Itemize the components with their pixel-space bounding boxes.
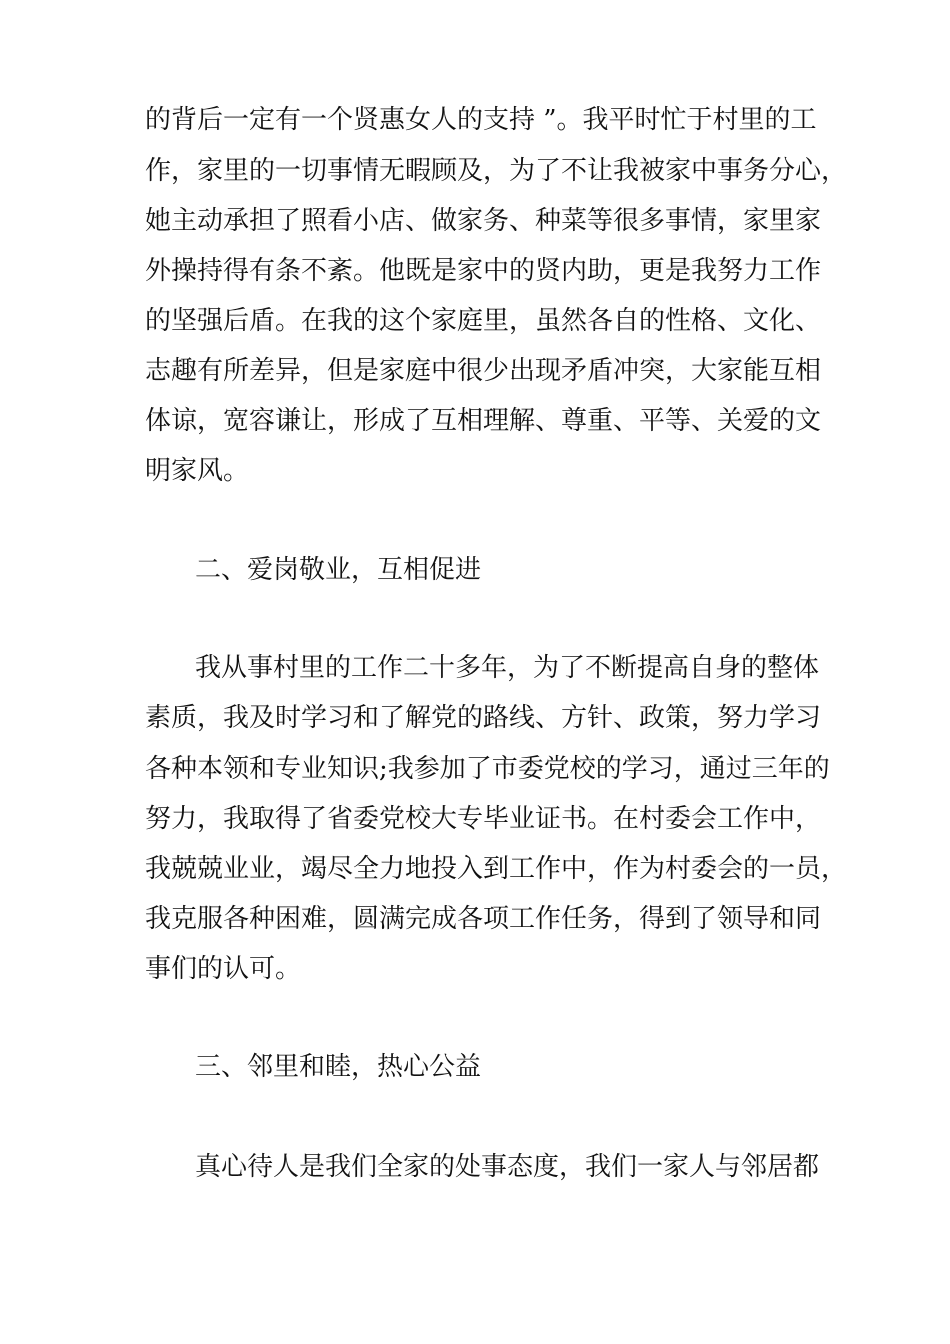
paragraph-2-line-6: 我克服各种困难，圆满完成各项工作任务，得到了领导和同 xyxy=(145,904,822,934)
paragraph-3-line-1: 真心待人是我们全家的处事态度，我们一家人与邻居都 xyxy=(195,1152,820,1182)
paragraph-1-line-5: 的坚强后盾。在我的这个家庭里，虽然各自的性格、文化、 xyxy=(145,306,822,336)
paragraph-2-line-1: 我从事村里的工作二十多年，为了不断提高自身的整体 xyxy=(195,653,820,683)
paragraph-1-line-8: 明家风。 xyxy=(145,456,250,486)
paragraph-1-line-2: 作，家里的一切事情无暇顾及，为了不让我被家中事务分心， xyxy=(145,156,848,186)
section-heading-3: 三、邻里和睦，热心公益 xyxy=(195,1052,482,1082)
paragraph-1-line-6: 志趣有所差异，但是家庭中很少出现矛盾冲突，大家能互相 xyxy=(145,356,822,386)
paragraph-2-line-3: 各种本领和专业知识;我参加了市委党校的学习，通过三年的 xyxy=(145,754,830,784)
paragraph-2-line-4: 努力，我取得了省委党校大专毕业证书。在村委会工作中， xyxy=(145,804,822,834)
paragraph-1-line-7: 体谅，宽容谦让，形成了互相理解、尊重、平等、关爱的文 xyxy=(145,406,822,436)
paragraph-2-line-5: 我兢兢业业，竭尽全力地投入到工作中，作为村委会的一员， xyxy=(145,854,848,884)
paragraph-1-line-3: 她主动承担了照看小店、做家务、种菜等很多事情，家里家 xyxy=(145,206,822,236)
paragraph-2-line-7: 事们的认可。 xyxy=(145,954,302,984)
paragraph-1-line-1: 的背后一定有一个贤惠女人的支持 ”。我平时忙于村里的工 xyxy=(145,105,817,135)
paragraph-2-line-2: 素质，我及时学习和了解党的路线、方针、政策，努力学习 xyxy=(145,703,822,733)
section-heading-2: 二、爱岗敬业，互相促进 xyxy=(195,555,482,585)
paragraph-1-line-4: 外操持得有条不紊。他既是家中的贤内助，更是我努力工作 xyxy=(145,256,822,286)
